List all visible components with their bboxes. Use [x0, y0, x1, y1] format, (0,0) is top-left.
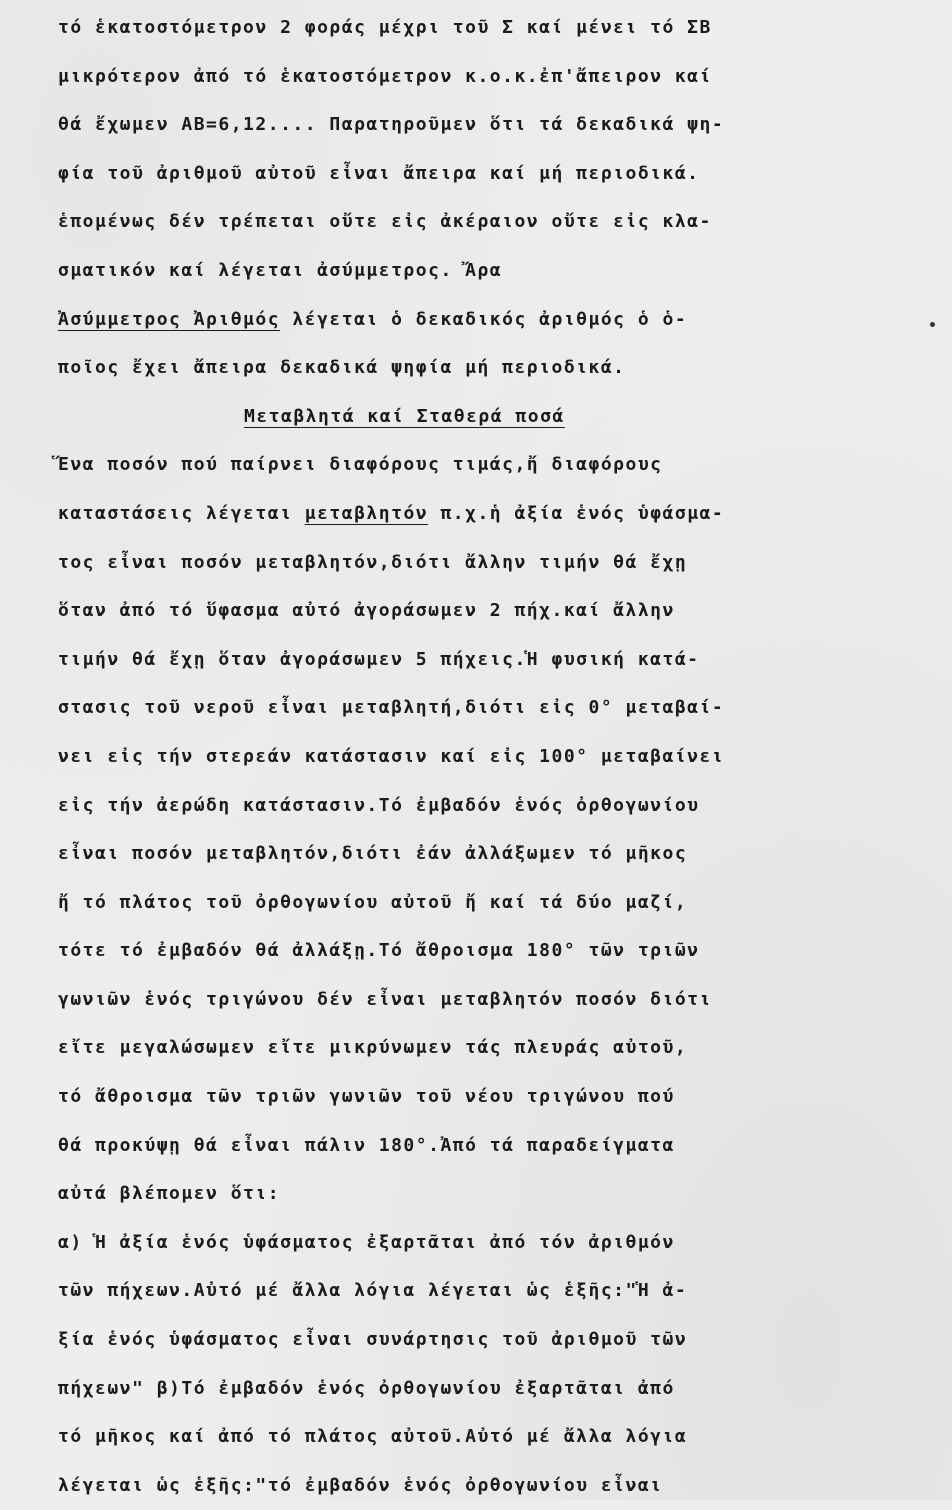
text-line: θά προκύψῃ θά εἶναι πάλιν 180°.Ἀπό τά παραδείγματα — [58, 1134, 675, 1156]
definition-rest: λέγεται ὁ δεκαδικός ἀριθμός ὁ ὁ- — [280, 308, 688, 330]
text-line: θά ἔχωμεν ΑΒ=6,12.... Παρατηροῦμεν ὅτι τά δεκαδικά ψη- — [58, 114, 725, 136]
text-segment: π.χ.ἡ ἀξία ἑνός ὑφάσμα- — [428, 502, 725, 524]
text-line: τό ἄθροισμα τῶν τριῶν γωνιῶν τοῦ νέου τριγώνου πού — [58, 1086, 675, 1108]
text-line: τότε τό ἐμβαδόν θά ἀλλάξῃ.Τό ἄθροισμα 180° τῶν τριῶν — [58, 940, 700, 962]
text-line: γωνιῶν ἑνός τριγώνου δέν εἶναι μεταβλητόν ποσόν διότι — [58, 988, 712, 1010]
text-line: μικρότερον ἀπό τό ἑκατοστόμετρον κ.ο.κ.ἐπ'ἄπειρον καί — [58, 65, 712, 87]
text-line: α) Ἡ ἀξία ἑνός ὑφάσματος ἐξαρτᾶται ἀπό τόν ἀριθμόν — [58, 1231, 675, 1253]
section-heading-line — [58, 393, 948, 442]
text-line: πήχεων" β)Τό ἐμβαδόν ἑνός ὀρθογωνίου ἐξαρτᾶται ἀπό — [58, 1377, 675, 1399]
text-line: στασις τοῦ νεροῦ εἶναι μεταβλητή,διότι εἰς 0° μεταβαί- — [58, 697, 725, 719]
text-line: εἴτε μεγαλώσωμεν εἴτε μικρύνωμεν τάς πλευράς αὐτοῦ, — [58, 1037, 688, 1059]
underlined-term: μεταβλητόν — [304, 502, 429, 524]
text-line — [58, 490, 948, 539]
section-heading: Μεταβλητά καί Σταθερά ποσά — [244, 405, 565, 427]
text-segment: καταστάσεις λέγεται — [58, 502, 305, 524]
text-line: Ἕνα ποσόν πού παίρνει διαφόρους τιμάς,ἤ διαφόρους — [58, 454, 663, 476]
definition-line — [58, 296, 948, 345]
text-line: λέγεται ὡς ἑξῆς:"τό ἐμβαδόν ἑνός ὀρθογωνίου εἶναι — [58, 1474, 663, 1496]
text-line: τό ἑκατοστόμετρον 2 φοράς μέχρι τοῦ Σ καί μένει τό ΣΒ — [58, 17, 712, 38]
text-line: σματικόν καί λέγεται ἀσύμμετρος. Ἄρα — [58, 259, 503, 281]
text-line: νει εἰς τήν στερεάν κατάστασιν καί εἰς 100° μεταβαίνει — [58, 745, 725, 767]
text-line: ἤ τό πλάτος τοῦ ὀρθογωνίου αὐτοῦ ἤ καί τά δύο μαζί, — [58, 891, 688, 913]
definition-term: Ἀσύμμετρος Ἀριθμός — [58, 308, 281, 330]
text-line: εἶναι ποσόν μεταβλητόν,διότι ἐάν ἀλλάξωμεν τό μῆκος — [58, 843, 688, 865]
text-line: ξία ἑνός ὑφάσματος εἶναι συνάρτησις τοῦ ἀριθμοῦ τῶν — [58, 1329, 688, 1351]
text-line: τό μῆκος καί ἀπό τό πλάτος αὐτοῦ.Αὐτό μέ ἄλλα λόγια — [58, 1426, 688, 1448]
text-line: ἑπομένως δέν τρέπεται οὔτε εἰς ἀκέραιον οὔτε εἰς κλα- — [58, 211, 712, 233]
text-line: τιμήν θά ἔχῃ ὅταν ἀγοράσωμεν 5 πήχεις.Ἡ φυσική κατά- — [58, 648, 700, 670]
page-text — [58, 4, 948, 1510]
definition-line-2: ποῖος ἔχει ἄπειρα δεκαδικά ψηφία μή περιοδικά. — [58, 357, 626, 379]
ink-dot — [930, 322, 935, 327]
text-line: ὅταν ἀπό τό ὕφασμα αὐτό ἀγοράσωμεν 2 πήχ.καί ἄλλην — [58, 600, 675, 622]
text-line: τῶν πήχεων.Αὐτό μέ ἄλλα λόγια λέγεται ὡς ἑξῆς:"Ἡ ἀ- — [58, 1280, 688, 1302]
text-line: φία τοῦ ἀριθμοῦ αὐτοῦ εἶναι ἄπειρα καί μή περιοδικά. — [58, 162, 700, 184]
text-line: τος εἶναι ποσόν μεταβλητόν,διότι ἄλλην τιμήν θά ἔχῃ — [58, 551, 688, 573]
text-line: αὐτά βλέπομεν ὅτι: — [58, 1183, 281, 1205]
text-line: εἰς τήν ἀερώδη κατάστασιν.Τό ἐμβαδόν ἑνός ὀρθογωνίου — [58, 794, 700, 816]
